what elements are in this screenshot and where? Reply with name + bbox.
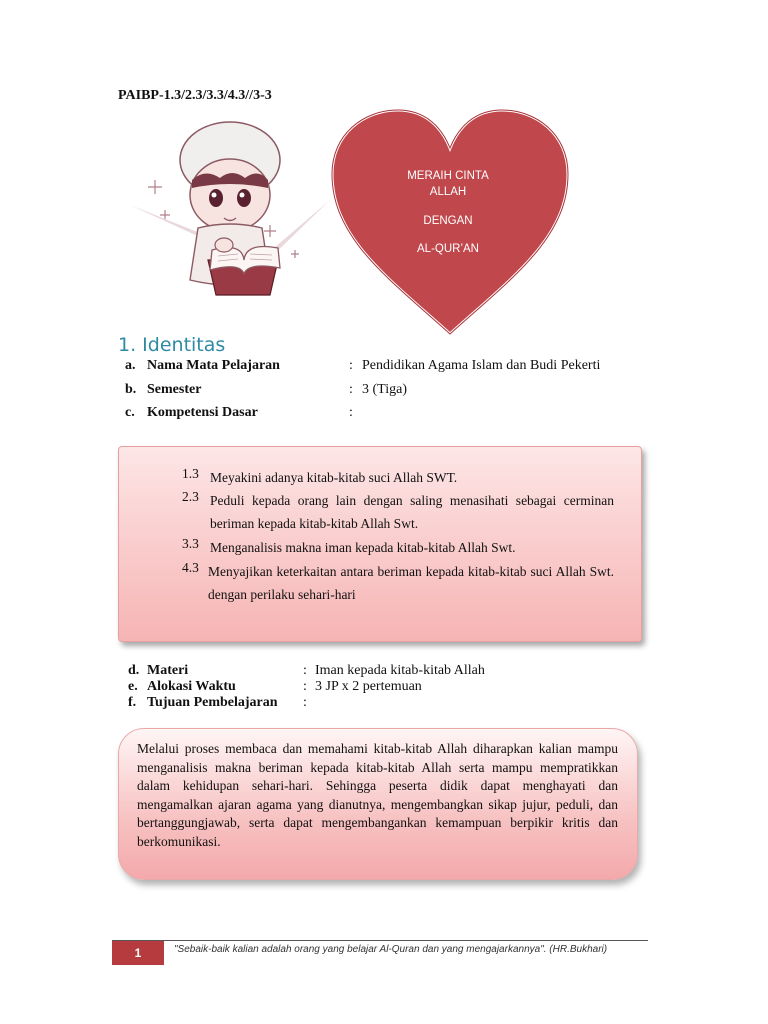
row-label: Tujuan Pembelajaran <box>147 695 278 710</box>
heart-title-line-2: ALLAH <box>429 186 467 198</box>
kompetensi-number: 1.3 <box>182 466 199 481</box>
row-colon: : <box>349 382 353 397</box>
row-colon: : <box>303 695 307 710</box>
row-label: Nama Mata Pelajaran <box>147 358 280 373</box>
document-code: PAIBP-1.3/2.3/3.3/4.3//3-3 <box>118 88 272 103</box>
row-label: Alokasi Waktu <box>147 679 236 694</box>
row-label: Semester <box>147 382 202 397</box>
row-letter: f. <box>128 695 137 710</box>
kompetensi-number: 2.3 <box>182 489 199 504</box>
heart-title-line-3: DENGAN <box>423 215 473 227</box>
identity-row <box>128 695 628 713</box>
heart-title-line-4: AL-QUR’AN <box>417 243 479 255</box>
row-letter: a. <box>125 358 136 373</box>
kompetensi-number: 3.3 <box>182 536 199 551</box>
row-letter: d. <box>128 663 140 678</box>
row-label: Materi <box>147 663 189 678</box>
row-colon: : <box>303 663 307 678</box>
footer-quote: "Sebaik-baik kalian adalah orang yang belajar Al-Quran dan yang mengajarkannya". (HR.Bukhari) <box>174 944 608 955</box>
kompetensi-text: Meyakini adanya kitab-kitab suci Allah SWT. <box>210 470 458 485</box>
row-colon: : <box>303 679 307 694</box>
kompetensi-text: Menganalisis makna iman kepada kitab-kitab Allah Swt. <box>210 540 516 555</box>
footer-divider <box>112 940 648 941</box>
kompetensi-number: 4.3 <box>182 560 199 575</box>
tujuan-pembelajaran-text: Melalui proses membaca dan memahami kitab-kitab Allah diharapkan kalian mampu menganalisis makna beriman kepada kitab-kitab Allah serta mampu mempratikkan dalam kehidupan sehari-hari. Sehingga peserta didik dapat menghayati dan mengamalkan ajaran agama yang dianutnya, mengembangkan sikap jujur, peduli, dan bertanggungjawab, serta dapat mengembangankan kemampuan berpikir kritis dan berkomunikasi. <box>137 741 618 849</box>
page-number: 1 <box>112 941 164 965</box>
row-label: Kompetensi Dasar <box>147 405 258 420</box>
kompetensi-text: Menyajikan keterkaitan antara beriman kepada kitab-kitab suci Allah Swt. dengan perilaku sehari-hari <box>208 564 614 602</box>
row-value: 3 (Tiga) <box>362 382 407 397</box>
identity-row <box>125 358 645 376</box>
section-heading: 1. Identitas <box>118 334 226 356</box>
row-letter: e. <box>128 679 138 694</box>
row-value: Pendidikan Agama Islam dan Budi Pekerti <box>362 358 601 373</box>
boy-reading-quran-illustration <box>120 110 350 310</box>
row-letter: b. <box>125 382 137 397</box>
row-value: Iman kepada kitab-kitab Allah <box>315 663 485 678</box>
row-colon: : <box>349 358 353 373</box>
identity-row <box>125 405 645 423</box>
kompetensi-text: Peduli kepada orang lain dengan saling menasihati sebagai cerminan beriman kepada kitab-kitab Allah Swt. <box>210 493 614 531</box>
heart-title-line-1: MERAIH CINTA <box>407 170 489 182</box>
row-value: 3 JP x 2 pertemuan <box>315 679 422 694</box>
identity-row <box>125 382 645 400</box>
row-letter: c. <box>125 405 135 420</box>
row-colon: : <box>349 405 353 420</box>
